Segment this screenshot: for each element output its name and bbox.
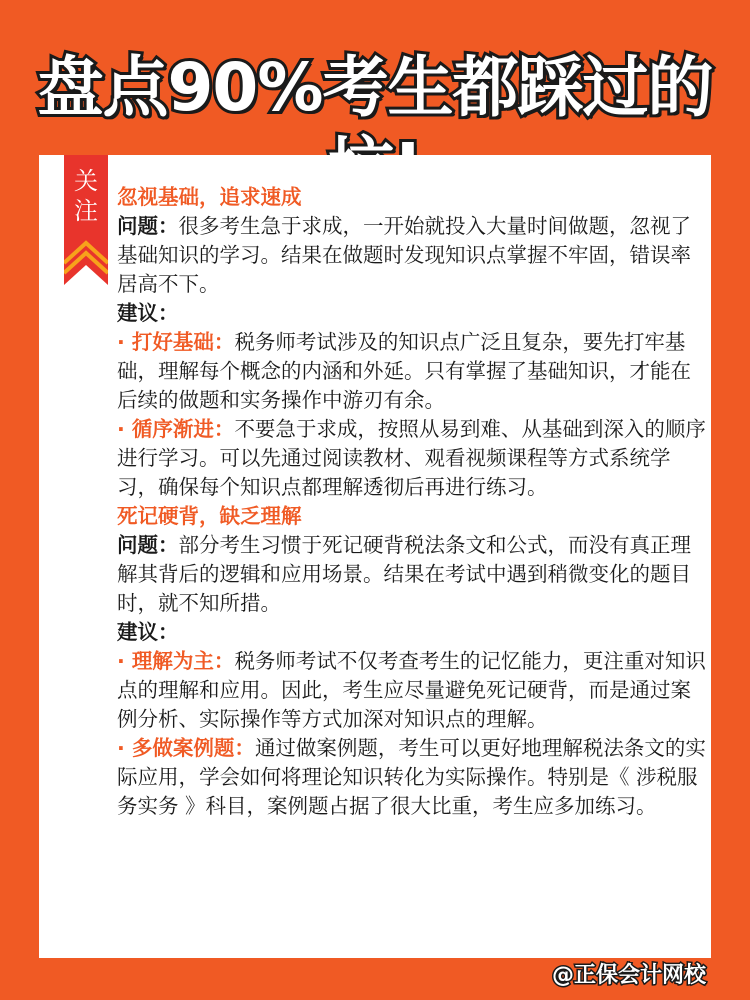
advice-item-text: 税务师考试不仅考查考生的记忆能力，更注重对知识点的理解和应用。因此，考生应尽量避免死记硬背，而是通过案例分析、实际操作等方式加深对知识点的理解。 — [117, 649, 706, 731]
advice-item-label: · 理解为主： — [117, 649, 235, 673]
problem-text: 很多考生急于求成，一开始就投入大量时间做题，忽视了基础知识的学习。结果在做题时发现知识点掌握不牢固，错误率居高不下。 — [117, 214, 691, 296]
article-body — [117, 183, 707, 821]
advice-item-text: 税务师考试涉及的知识点广泛且复杂，要先打牢基础，理解每个概念的内涵和外延。只有掌握了基础知识，才能在后续的做题和实务操作中游刃有余。 — [117, 330, 691, 412]
problem-paragraph — [117, 531, 707, 618]
page-title: 盘点90%考生都踩过的 — [37, 49, 713, 126]
advice-item-text: 不要急于求成，按照从易到难、从基础到深入的顺序进行学习。可以先通过阅读教材、观看视频课程等方式系统学习，确保每个知识点都理解透彻后再进行练习。 — [117, 417, 706, 499]
advice-item — [117, 328, 707, 415]
advice-item-label: · 循序渐进： — [117, 417, 235, 441]
advice-item-label: · 打好基础： — [117, 330, 235, 354]
section-title: 忽视基础，追求速成 — [117, 185, 302, 209]
problem-label: 问题： — [117, 214, 179, 238]
advice-item-label: · 多做案例题： — [117, 736, 255, 760]
brand-watermark: @正保会计网校 — [551, 963, 706, 988]
advice-item-text: 通过做案例题，考生可以更好地理解税法条文的实际应用，学会如何将理论知识转化为实际操作。特别是《 涉税服务实务 》科目，案例题占据了很大比重，考生应多加练习。 — [117, 736, 706, 818]
advice-item — [117, 415, 707, 502]
ribbon-label: 关注 — [74, 167, 98, 225]
problem-paragraph — [117, 212, 707, 299]
problem-text: 部分考生习惯于死记硬背税法条文和公式，而没有真正理解其背后的逻辑和应用场景。结果在考试中遇到稍微变化的题目时，就不知所措。 — [117, 533, 691, 615]
problem-label: 问题： — [117, 533, 179, 557]
section-title: 死记硬背，缺乏理解 — [117, 504, 302, 528]
advice-label: 建议： — [117, 301, 179, 325]
advice-item — [117, 647, 707, 734]
advice-label: 建议： — [117, 620, 179, 644]
advice-item — [117, 734, 707, 821]
